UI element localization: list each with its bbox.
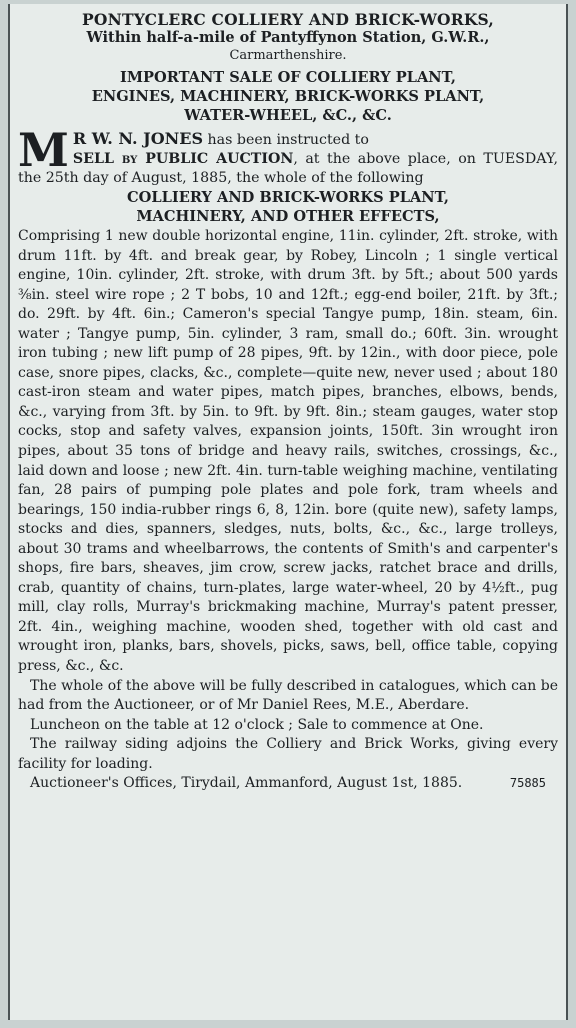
luncheon-paragraph: Luncheon on the table at 12 o'clock ; Sale to commence at One.: [30, 716, 484, 733]
sale-heading-1: IMPORTANT SALE OF COLLIERY PLANT,: [120, 69, 456, 86]
plant-heading-2: MACHINERY, AND OTHER EFFECTS,: [136, 208, 440, 225]
plant-heading-1: COLLIERY AND BRICK-WORKS PLANT,: [127, 189, 449, 206]
catalogue-paragraph: The whole of the above will be fully described in catalogues, which can be had from the Auctioneer, or of Mr Daniel Rees, M.E., Aberdare.: [18, 677, 558, 714]
newspaper-clipping: [8, 4, 568, 1020]
lead-text-3: , at the above place, on TUESDAY, the 25th day of August, 1885, the whole of the following: [18, 151, 558, 186]
advert-location: Within half-a-mile of Pantyffynon Station, G.W.R.,: [86, 29, 490, 46]
sale-heading-2: ENGINES, MACHINERY, BRICK-WORKS PLANT,: [91, 88, 485, 105]
lead-sell-phrase: SELL by PUBLIC AUCTION: [72, 151, 294, 167]
advert-reference-number: 75885: [509, 776, 546, 791]
lead-text-1: has been instructed to: [203, 132, 369, 148]
column-rule-right: [566, 4, 568, 1020]
sale-heading-3: WATER-WHEEL, &C., &C.: [184, 107, 392, 124]
lead-paragraph: [18, 123, 558, 188]
auctioneer-name: R W. N. JONES: [72, 129, 204, 148]
railway-paragraph: The railway siding adjoins the Colliery and Brick Works, giving every facility for loading.: [18, 736, 558, 772]
column-rule-left: [8, 4, 10, 1020]
signoff: [18, 774, 558, 794]
inventory-list: Comprising 1 new double horizontal engine, 11in. cylinder, 2ft. stroke, with drum 11ft. by 4ft. and break gear, by Robey, Lincoln ; 1 single vertical engine, 10in. cylinder, 2ft. stroke, with drum 3ft. by 5ft.; about 500 yards ⅜in. steel wire rope ; 2 T bobs, 10 and 12ft.; egg-end boiler, 21ft. by 3ft.; do. 29ft. by 4ft. 6in.; Cameron's special Tangye pump, 18in. steam, 6in. water ; Tangye pump, 5in. cylinder, 3 ram, small do.; 60ft. 3in. wrought iron tubing ; new lift pump of 28 pipes, 9ft. by 12in., with door piece, pole case, snore pipes, clacks, &c., complete—quite new, never used ; about 180 cast-iron steam and water pipes, match pipes, branches, elbows, bends, &c., varying from 3ft. by 5in. to 9ft. by 9ft. 8in.; steam gauges, water stop cocks, stop and safety valves, expansion joints, 150ft. 3in wrought iron pipes, about 35 tons of bridge and heavy rails, switches, crossings, &c., laid down and loose ; new 2ft. 4in. turn-table weighing machine, ventilating fan, 28 pairs of pumping pole plates and pole fork, tram wheels and bearings, 150 india-rubber rings 6, 8, 12in. bore (quite new), safety lamps, stocks and dies, spanners, sledges, nuts, bolts, &c., &c., large trolleys, about 30 trams and wheelbarrows, the contents of Smith's and carpenter's shops, fire bars, sheaves, jim crow, screw jacks, ratchet brace and drills, crab, quantity of chains, turn-plates, large water-wheel, 20 by 4½ft., pug mill, clay rolls, Murray's brickmaking machine, Murray's patent presser, 2ft. 4in., weighing machine, wooden shed, together with old cast and wrought iron, planks, bars, shovels, picks, saws, bell, office table, copying press, &c., &c.: [18, 228, 558, 675]
signoff-text: Auctioneer's Offices, Tirydail, Ammanford, August 1st, 1885.: [30, 775, 463, 792]
drop-cap: M: [18, 123, 67, 177]
advert-title: PONTYCLERC COLLIERY AND BRICK-WORKS,: [82, 10, 494, 29]
advert-county: Carmarthenshire.: [229, 48, 347, 63]
